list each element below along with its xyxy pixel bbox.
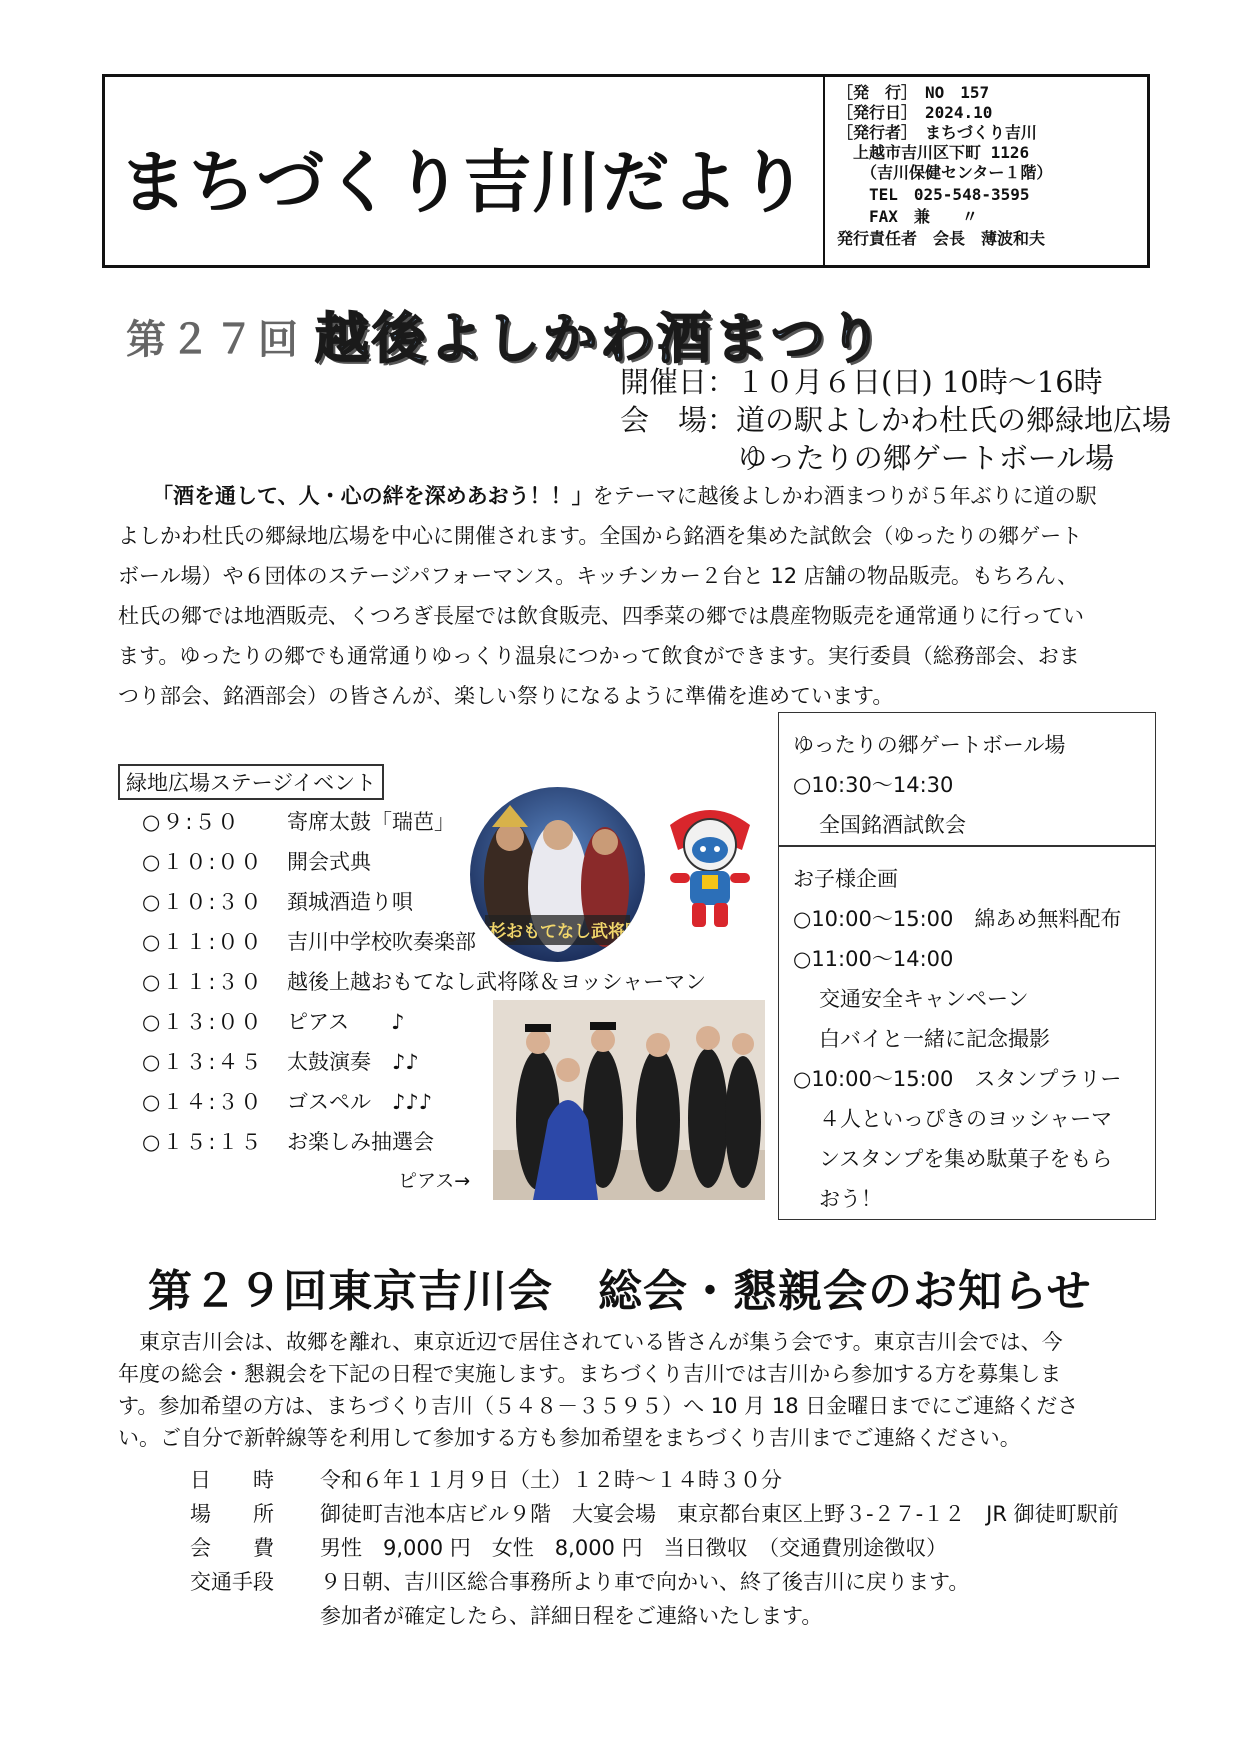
publisher-location: （吉川保健センター１階） [837, 163, 1053, 182]
stage-event-name: 太鼓演奏 ♪♪ [287, 1050, 419, 1074]
stage-event [142, 886, 413, 916]
festival-date: 開催日：１０月６日(日) 10時～16時 [620, 365, 1103, 399]
festival-intro-line: よしかわ杜氏の郷緑地広場を中心に開催されます。全国から銘酒を集めた試飲会（ゆったりの郷ゲート [118, 524, 1083, 548]
festival-intro-line: 杜氏の郷では地酒販売、くつろぎ長屋では飲食販売、四季菜の郷では農産物販売を通常通りに行ってい [118, 604, 1084, 628]
publisher-fax: FAX 兼 〃 [837, 207, 978, 226]
kids-event-line: 交通安全キャンペーン [819, 987, 1029, 1011]
stage-event-name: お楽しみ抽選会 [287, 1130, 434, 1154]
stage-event [142, 846, 371, 876]
tokyo-detail-value: ９日朝、吉川区総合事務所より車で向かい、終了後吉川に戻ります。 [320, 1570, 970, 1594]
gateball-event: 全国銘酒試飲会 [819, 813, 966, 837]
kids-event-line: ４人といっぴきのヨッシャーマ [819, 1107, 1113, 1131]
piasu-photo-caption: ピアス→ [398, 1170, 471, 1192]
kids-event-line: 白バイと一緒に記念撮影 [819, 1027, 1050, 1051]
tokyo-detail-label: 日 時 [190, 1468, 274, 1492]
masthead-divider [823, 77, 825, 265]
bushotai-photo [470, 787, 645, 962]
gateball-title: ゆったりの郷ゲートボール場 [793, 733, 1066, 757]
stage-events-title: 緑地広場ステージイベント [118, 764, 384, 800]
publisher: ［発行者］ まちづくり吉川 [837, 123, 1037, 142]
tokyo-detail-row [190, 1464, 782, 1494]
tokyo-detail-label: 場 所 [190, 1502, 274, 1526]
stage-event-time: ○１０:３０ [142, 890, 264, 914]
stage-event-time: ○１４:３０ [142, 1090, 264, 1114]
tokyo-detail-row [190, 1566, 969, 1596]
stage-event-time: ○１０:００ [142, 850, 264, 874]
tokyo-detail-row [190, 1532, 947, 1562]
festival-intro-line: ボール場）や６団体のステージパフォーマンス。キッチンカー２台と 12 店舗の物品販売。もちろん、 [118, 564, 1079, 588]
kids-event-line: おう！ [819, 1187, 882, 1211]
stage-event-time: ○１５:１５ [142, 1130, 264, 1154]
stage-event [142, 1006, 405, 1036]
stage-event-name: ゴスペル ♪♪♪ [287, 1090, 433, 1114]
kids-event-line: ンスタンプを集め駄菓子をもら [819, 1147, 1113, 1171]
festival-venue: 会 場：道の駅よしかわ杜氏の郷緑地広場 [620, 403, 1172, 437]
issue-date: ［発行日］ 2024.10 [837, 103, 993, 122]
stage-event-name: 吉川中学校吹奏楽部 [287, 930, 476, 954]
tokyo-body-line: 年度の総会・懇親会を下記の日程で実施します。まちづくり吉川では吉川から参加する方を募集しま [118, 1362, 1062, 1386]
piasu-group-photo [493, 1000, 765, 1200]
festival-intro-rest: をテーマに越後よしかわ酒まつりが５年ぶりに道の駅 [592, 484, 1097, 508]
issue-number: ［発 行］ NO 157 [837, 83, 990, 102]
kids-event-line: ○10:00～15:00 スタンプラリー [793, 1067, 1122, 1091]
tokyo-detail-value: 令和６年１１月９日（土）１２時～１４時３０分 [320, 1468, 782, 1492]
yossharman-mascot-image [660, 795, 760, 935]
gateball-time: ○10:30～14:30 [793, 773, 954, 797]
publisher-tel: TEL 025-548-3595 [837, 185, 1030, 204]
festival-theme: 「酒を通して、人・心の絆を深めあおう！！」 [152, 484, 593, 508]
kids-events-box [778, 846, 1156, 1220]
stage-event-name: 越後上越おもてなし武将隊＆ヨッシャーマン [287, 970, 707, 994]
stage-event-time: ○１３:４５ [142, 1050, 264, 1074]
tokyo-detail-label: 交通手段 [190, 1570, 274, 1594]
stage-event [142, 966, 706, 996]
tokyo-detail-value: 御徒町吉池本店ビル９階 大宴会場 東京都台東区上野３-２７-１２ JR 御徒町駅前 [320, 1502, 1119, 1526]
stage-event [142, 1086, 432, 1116]
stage-event [142, 806, 455, 836]
tokyo-footer-note: 参加者が確定したら、詳細日程をご連絡いたします。 [320, 1604, 823, 1628]
festival-title: 越後よしかわ酒まつり [315, 307, 885, 370]
newsletter-title: まちづくり吉川だより [119, 144, 809, 223]
stage-event-time: ○１３:００ [142, 1010, 264, 1034]
stage-event [142, 1126, 434, 1156]
kids-event-line: ○10:00～15:00 綿あめ無料配布 [793, 907, 1122, 931]
stage-event [142, 1046, 419, 1076]
tokyo-meeting-title: 第２９回東京吉川会 総会・懇親会のお知らせ [148, 1266, 1092, 1317]
tokyo-detail-label: 会 費 [190, 1536, 274, 1560]
kids-events-title: お子様企画 [793, 867, 898, 891]
festival-number: 第２７回 [126, 316, 302, 363]
stage-event [142, 926, 476, 956]
tokyo-detail-row [190, 1498, 1119, 1528]
festival-venue-2: ゆったりの郷ゲートボール場 [738, 441, 1115, 475]
tokyo-detail-value: 男性 9,000 円 女性 8,000 円 当日徴収 （交通費別途徴収） [320, 1536, 948, 1560]
responsible-person: 発行責任者 会長 薄波和夫 [837, 229, 1046, 248]
stage-event-name: ピアス ♪ [287, 1010, 405, 1034]
bushotai-logo-text: 上杉おもてなし武将隊 [472, 922, 642, 941]
stage-event-time: ○１１:００ [142, 930, 264, 954]
publisher-address: 上越市吉川区下町 1126 [837, 143, 1030, 162]
tokyo-body-line: い。ご自分で新幹線等を利用して参加する方も参加希望をまちづくり吉川までご連絡ください。 [118, 1426, 1021, 1450]
festival-intro-line: つり部会、銘酒部会）の皆さんが、楽しい祭りになるように準備を進めています。 [118, 684, 894, 708]
festival-intro-line: ます。ゆったりの郷でも通常通りゆっくり温泉につかって飲食ができます。実行委員（総務部会、おま [118, 644, 1080, 668]
stage-event-time: ○１１:３０ [142, 970, 264, 994]
stage-event-name: 頚城酒造り唄 [287, 890, 413, 914]
tokyo-body-line: 東京吉川会は、故郷を離れ、東京近辺で居住されている皆さんが集う会です。東京吉川会では、今 [118, 1330, 1063, 1354]
kids-event-line: ○11:00～14:00 [793, 947, 954, 971]
gateball-info-box [778, 712, 1156, 846]
tokyo-body-line: す。参加希望の方は、まちづくり吉川（５４８－３５９５）へ 10 月 18 日金曜日までにご連絡くださ [118, 1394, 1079, 1418]
masthead [102, 74, 1150, 268]
stage-event-time: ○９:５０ [142, 810, 241, 834]
festival-intro-first-line [152, 476, 1097, 516]
stage-event-name: 開会式典 [287, 850, 371, 874]
stage-event-name: 寄席太鼓「瑞芭」 [287, 810, 455, 834]
